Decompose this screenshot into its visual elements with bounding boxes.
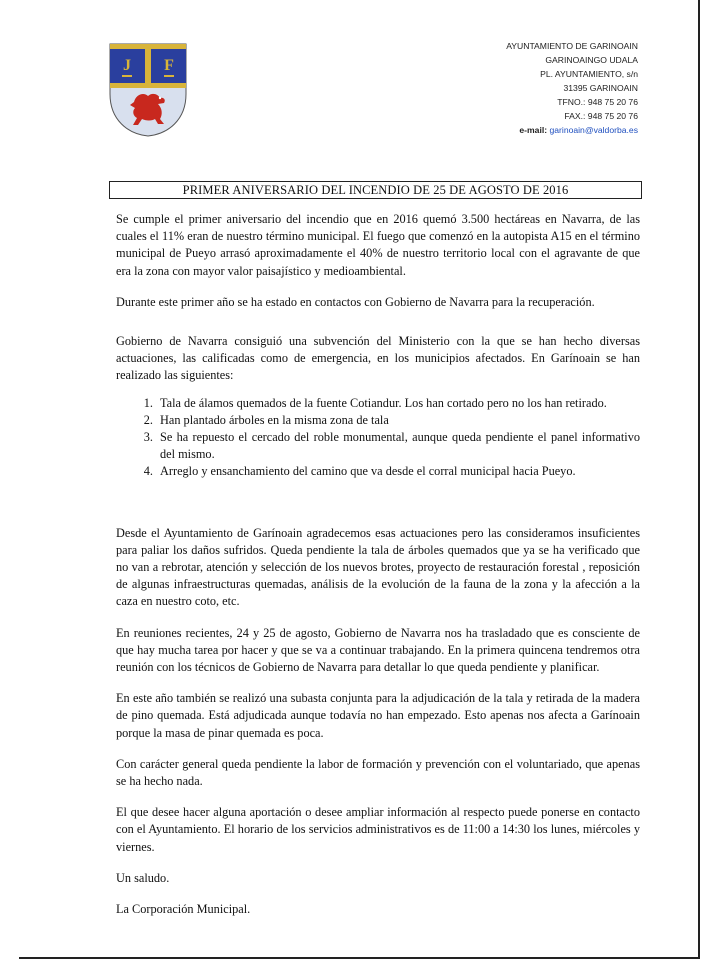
postal-code: 31395 GARINOAIN xyxy=(563,83,638,93)
org-name-basque: GARINOAINGO UDALA xyxy=(545,55,638,65)
page-edge-bottom xyxy=(19,957,700,959)
paragraph: Durante este primer año se ha estado en contactos con Gobierno de Navarra para la recuperación. xyxy=(116,294,595,309)
list-item: 3. Se ha repuesto el cercado del roble monumental, aunque queda pendiente el panel informativo del mismo. xyxy=(156,429,640,463)
list-item: 4. Arreglo y ensanchamiento del camino que va desde el corral municipal hacia Pueyo. xyxy=(156,463,640,480)
signature: La Corporación Municipal. xyxy=(116,902,251,917)
email-link[interactable]: garinoain@valdorba.es xyxy=(549,125,638,135)
paragraph: Con carácter general queda pendiente la labor de formación y prevención con el voluntariado, que apenas se ha hecho nada. xyxy=(116,756,640,789)
coat-of-arms-icon xyxy=(108,42,188,138)
list-item: 2. Han plantado árboles en la misma zona de tala xyxy=(156,412,640,429)
paragraph: Desde el Ayuntamiento de Garínoain agradecemos esas actuaciones pero las consideramos insuficientes para paliar los daños sufridos. Queda pendiente la tala de árboles quemados que ya se ha verificado que no van a rebrotar, atención y selección de los nuevos brotes, proyecto de restauración forestal , reposición de algunas infraestructuras quemadas, análisis de la evolución de la fauna de la zona y la afección a la caza en nuestro coto, etc. xyxy=(116,525,640,609)
list-item: 1. Tala de álamos quemados de la fuente Cotiandur. Los han cortado pero no los han retirado. xyxy=(156,395,640,412)
org-name: AYUNTAMIENTO DE GARINOAIN xyxy=(506,41,638,51)
paragraph: En este año también se realizó una subasta conjunta para la adjudicación de la tala y retirada de la madera de pino quemada. Está adjudicada aunque todavía no han empezado. Esto apenas nos afecta a Garínoain porque la masa de pinar quemada es poca. xyxy=(116,691,640,740)
address: PL. AYUNTAMIENTO, s/n xyxy=(540,69,638,79)
crest-letter-right: F xyxy=(164,57,174,74)
paragraph: El que desee hacer alguna aportación o desee ampliar información al respecto puede ponerse en contacto con el Ayuntamiento. El horario de los servicios administrativos es de 11:00 a 14:30 los lunes, miércoles y viernes. xyxy=(116,805,640,854)
municipal-address-block xyxy=(506,39,638,137)
email-line xyxy=(506,123,638,137)
paragraph: Se cumple el primer aniversario del incendio que en 2016 quemó 3.500 hectáreas en Navarra, de las cuales el 11% eran de nuestro término municipal. El fuego que comenzó en la autopista A15 en el término municipal de Pueyo arrasó aproximadamente el 40% de nuestro territorio local con el agravante de que era la zona con mayor valor paisajístico y medioambiental. xyxy=(116,212,640,278)
crest-letter-left: J xyxy=(123,57,131,74)
phone: TFNO.: 948 75 20 76 xyxy=(557,97,638,107)
paragraph: Gobierno de Navarra consiguió una subvención del Ministerio con la que se han hecho diversas actuaciones, las calificadas como de emergencia, en los municipios afectados. En Garínoain se han realizado las siguientes: xyxy=(116,334,640,383)
page-edge-right xyxy=(698,0,700,958)
greeting: Un saludo. xyxy=(116,870,170,885)
paragraph: En reuniones recientes, 24 y 25 de agosto, Gobierno de Navarra nos ha trasladado que es consciente de que hay mucha tarea por hacer y que se va a continuar trabajando. En la primera quincena tendremos otra reunión con los técnicos de Gobierno de Navarra para detallar lo que queda pendiente y planificar. xyxy=(116,625,640,675)
document-title: PRIMER ANIVERSARIO DEL INCENDIO DE 25 DE AGOSTO DE 2016 xyxy=(109,181,642,199)
email-label: e-mail: xyxy=(519,125,548,135)
actions-list xyxy=(116,395,640,481)
fax: FAX.: 948 75 20 76 xyxy=(564,111,638,121)
letter-body xyxy=(116,211,640,932)
